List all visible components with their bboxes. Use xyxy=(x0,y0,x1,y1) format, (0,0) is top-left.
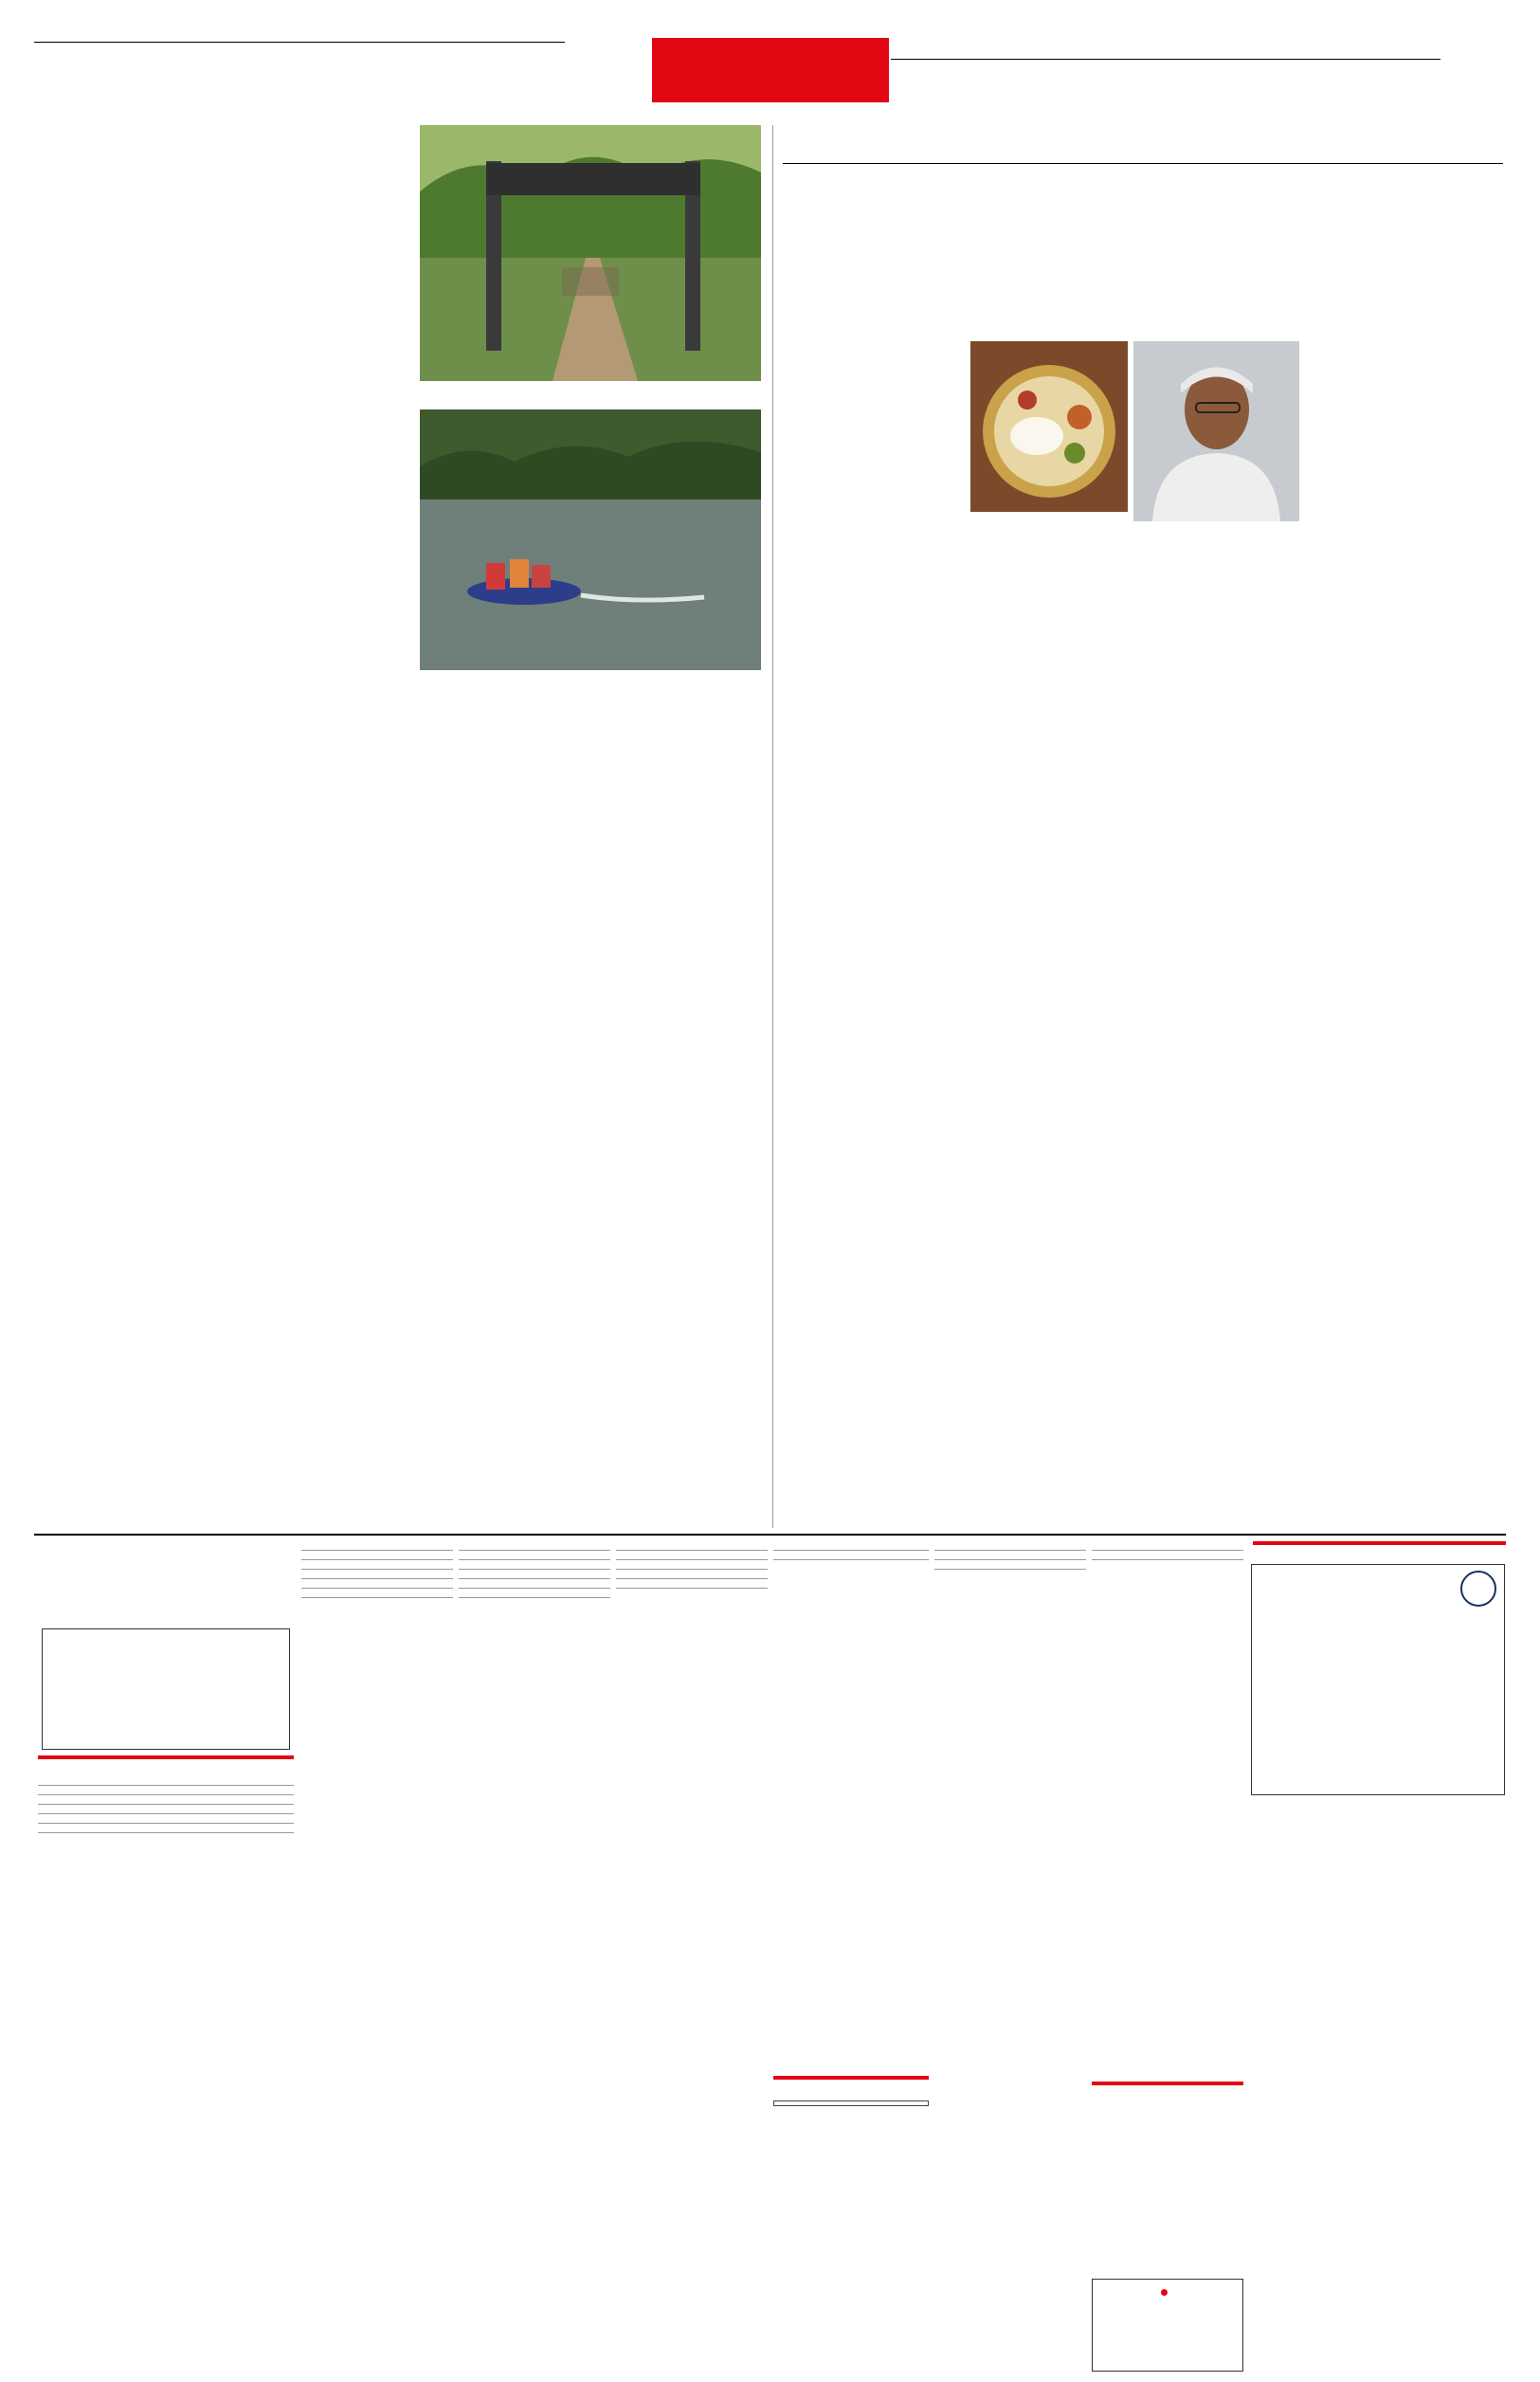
tender-notice xyxy=(1092,2104,1243,2275)
classified-ad xyxy=(301,1570,453,1579)
story1-col4 xyxy=(594,713,761,1528)
classified-ad xyxy=(301,1541,453,1551)
classified-ad xyxy=(38,1786,294,1795)
book-ads-box xyxy=(1092,2279,1243,2372)
classified-ad xyxy=(38,1805,294,1814)
surcharge-box xyxy=(42,1628,290,1750)
classified-ad xyxy=(301,1560,453,1570)
story1-col2 xyxy=(230,308,412,1528)
change-of-name-banner xyxy=(38,1755,294,1759)
classified-ad xyxy=(38,1795,294,1805)
classified-col-a xyxy=(38,1776,294,2298)
classified-ad xyxy=(301,1551,453,1560)
buxa-gate-photo xyxy=(420,125,761,381)
section-rule xyxy=(34,1534,1506,1536)
classified-ad xyxy=(459,1541,610,1551)
kv-logo-icon xyxy=(1460,1571,1496,1607)
story1-col3 xyxy=(420,713,587,1528)
classified-col-g xyxy=(1092,1541,1243,2077)
classified-ad xyxy=(773,1551,929,1560)
classified-logo xyxy=(38,1541,296,1619)
edition-code xyxy=(34,42,565,45)
classified-col-e xyxy=(773,1541,929,2072)
classified-ad xyxy=(773,1541,929,1551)
classified-ad xyxy=(616,1579,768,1589)
classified-ad xyxy=(38,1776,294,1786)
masthead xyxy=(34,38,565,45)
classified-ad xyxy=(459,1570,610,1579)
classified-ad xyxy=(459,1551,610,1560)
disclaimer xyxy=(38,2303,294,2372)
column-divider xyxy=(772,125,773,1528)
classified-ad xyxy=(459,1560,610,1570)
classified-ad xyxy=(616,1560,768,1570)
classified-ad xyxy=(301,1589,453,1598)
classified-ad xyxy=(934,1551,1086,1560)
story1-col1 xyxy=(38,324,223,1528)
classified-ad xyxy=(934,1541,1086,1551)
section-label xyxy=(652,38,889,102)
education-ad xyxy=(1251,1564,1505,1795)
minister-photo xyxy=(1133,341,1299,521)
thali-photo xyxy=(970,341,1128,512)
classified-ad xyxy=(459,1589,610,1598)
masthead-rule xyxy=(891,59,1440,60)
classified-col-c xyxy=(459,1541,610,2372)
phone-bullet-icon xyxy=(1161,2289,1168,2296)
classified-ad xyxy=(616,1570,768,1579)
classified-ad xyxy=(934,1560,1086,1570)
classified-ad xyxy=(616,1541,768,1551)
story2-col3 xyxy=(1145,565,1314,1528)
story2-col1 xyxy=(794,360,965,1528)
classified-ad xyxy=(301,1579,453,1589)
classified-col-f xyxy=(934,1541,1086,2372)
education-banner xyxy=(1253,1541,1506,1545)
classified-ad xyxy=(1092,1551,1243,1560)
classified-ad xyxy=(616,1551,768,1560)
classified-col-b xyxy=(301,1541,453,2372)
tender-banner xyxy=(1092,2082,1243,2085)
boat-photo xyxy=(420,409,761,670)
story2-col4 xyxy=(1322,341,1502,1528)
classified-ad xyxy=(459,1579,610,1589)
classified-ad xyxy=(38,1824,294,1833)
notice-box xyxy=(773,2099,929,2372)
notice-bengali-text xyxy=(773,2100,929,2106)
classified-col-d xyxy=(616,1541,768,2372)
story2-col2 xyxy=(970,565,1139,1528)
classified-ad xyxy=(38,1814,294,1824)
classified-ad xyxy=(1092,1541,1243,1551)
notice-banner xyxy=(773,2076,929,2080)
kicker-rule xyxy=(783,163,1503,164)
